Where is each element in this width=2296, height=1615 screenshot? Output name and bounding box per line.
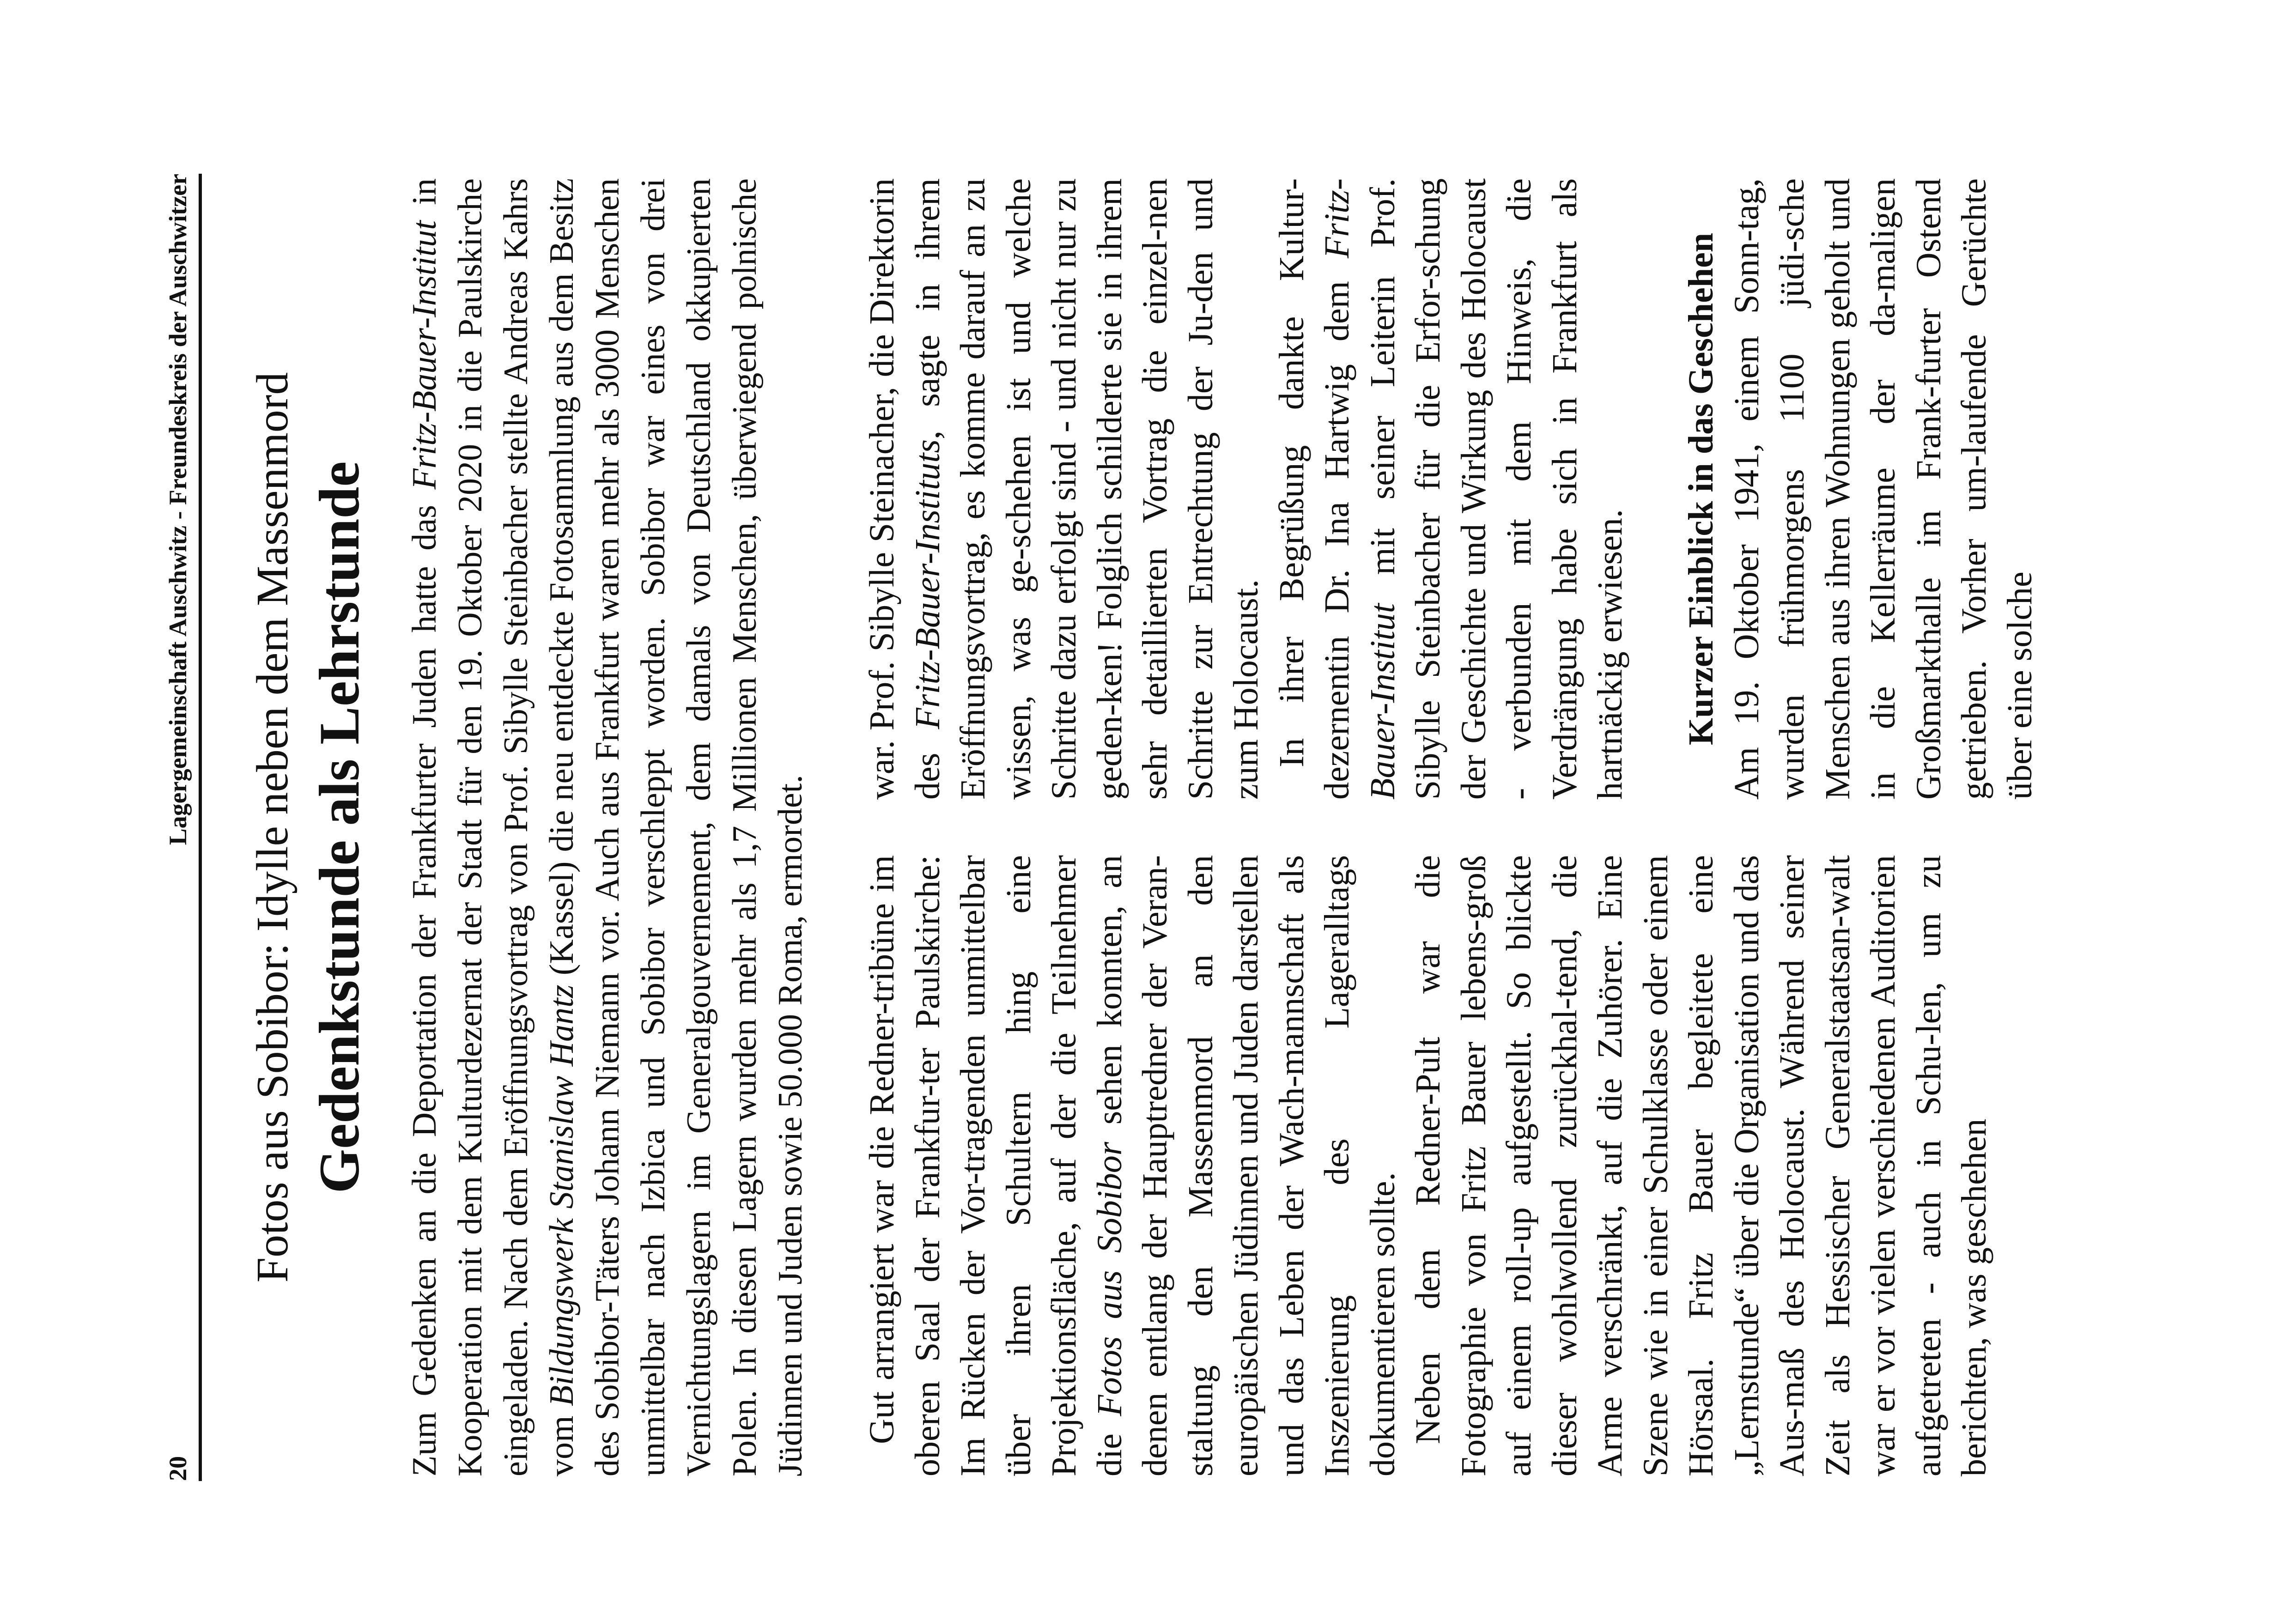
running-header [162,174,203,1481]
left-p1-text-a: Gut arrangiert war die Redner-tribüne im oberen Saal der Frankfur-ter Paulskirche: Im Rücken der Vor-tragenden unmittelbar über ihren Schultern hing eine Projektionsfläche, auf der die Teilnehmer die [863,855,1129,1476]
right-p2-emphasis: Fritz-Bauer-Institut [1318,178,1402,800]
intro-emphasis-1: Fritz-Bauer-Institut [406,220,443,490]
left-paragraph-2: Neben dem Redner-Pult war die Fotographie von Fritz Bauer lebens-groß auf einem roll-up aufgestellt. So blickte dieser wohlwollend zurückhal-tend, die Arme verschränkt, auf die Zuhörer. Eine Szene wie in einer Schulklasse oder einem Hörsaal. Fritz Bauer begleitete eine „Lernstunde“ über die Organisation und das Aus-maß des Holocaust. Während seiner Zeit als Hessischer Generalstaatsan-walt war er vor vielen verschiedenen Auditorien aufgetreten - auch in Schu-len, um zu berichten, was geschehen [1409,855,1993,1476]
section-spacer [1633,178,1679,800]
right-p2-text-a: In ihrer Begrüßung dankte Kultur-dezernentin Dr. Ina Hartwig dem [1272,178,1356,800]
left-p1-emphasis: Fotos aus Sobibor [1090,1141,1129,1416]
right-p1-text-a: war. Prof. Sibylle Steinacher, die Direktorin des [863,178,947,800]
right-p1-emphasis: Fritz-Bauer-Instituts [908,439,947,729]
intro-text-3: (Kassel) die neu entdeckte Fotosammlung aus dem Besitz des Sobibor-Täters Johann Niemann vor. Auch aus Frankfurt waren mehr als 3000 Menschen unmittelbar nach Izbica und Sobibor verschleppt worden. Sobibor war eines von drei Vernichtungslagern im Generalgouvernement, dem damals von Deutschland okkupierten Polen. In diesen Lagern wurden mehr als 1,7 Millionen Menschen, überwiegend polnische Jüdinnen und Juden sowie 50.000 Roma, ermordet. [543,178,809,1476]
right-paragraph-1 [859,178,1269,800]
right-p1-text-b: , sagte in ihrem Eröffnungsvortrag, es komme darauf an zu wissen, was ge-schehen ist und welche Schritte dazu erfolgt sind - und nicht nur zu geden-ken! Folglich schilderte sie in ihrem sehr detaillierten Vortrag die einzel-nen Schritte zur Entrechtung der Ju-den und zum Holocaust. [908,178,1265,800]
right-paragraph-2 [1269,178,1633,800]
intro-text-1: Zum Gedenken an die Deportation der Frankfurter Juden hatte das [406,489,443,1476]
intro-emphasis-2: Bildungswerk Stanislaw Hantz [543,984,581,1407]
left-p1-text-b: sehen konnten, an denen entlang der Hauptredner der Veran-staltung den Massenmord an den europäischen Jüdinnen und Juden darstellen und das Leben der Wach-mannschaft als Inszenierung des Lageralltags dokumentieren sollte. [1090,855,1402,1476]
article-headline: Gedenkstunde als Lehrstunde [308,461,371,1194]
right-p2-text-b: mit seiner Leiterin Prof. Sibylle Steinbacher für die Erfor-schung der Geschichte und Wirkung des Holocaust - verbunden mit dem Hinweis, die Verdrängung habe sich in Frankfurt als hartnäckig erwiesen. [1363,178,1629,800]
left-paragraph-1 [859,855,1405,1476]
page-number: 20 [164,1456,192,1481]
intro-paragraph [402,178,814,1476]
right-column [859,178,2042,800]
publication-title: Lagergemeinschaft Auschwitz - Freundeskreis der Auschwitzer [164,174,192,845]
right-paragraph-3: Am 19. Oktober 1941, einem Sonn-tag, wurden frühmorgens 1100 jüdi-sche Menschen aus ihren Wohnungen geholt und in die Kellerräume der da-maligen Großmarkthalle im Frank-furter Ostend getrieben. Vorher um-laufende Gerüchte über eine solche [1727,178,2039,800]
article-kicker: Fotos aus Sobibor: Idylle neben dem Massenmord [248,372,298,1283]
header-rule [199,174,202,1481]
section-subheading: Kurzer Einblick in das Geschehen [1682,232,1720,746]
intro-text-2: in Kooperation mit dem Kulturdezernat der Stadt für den 19. Oktober 2020 in die Paulskirche eingeladen. Nach dem Eröffnungsvortrag von Prof. Sibylle Steinbacher stellte Andreas Kahrs vom [406,178,581,1476]
left-column [859,855,1997,1476]
